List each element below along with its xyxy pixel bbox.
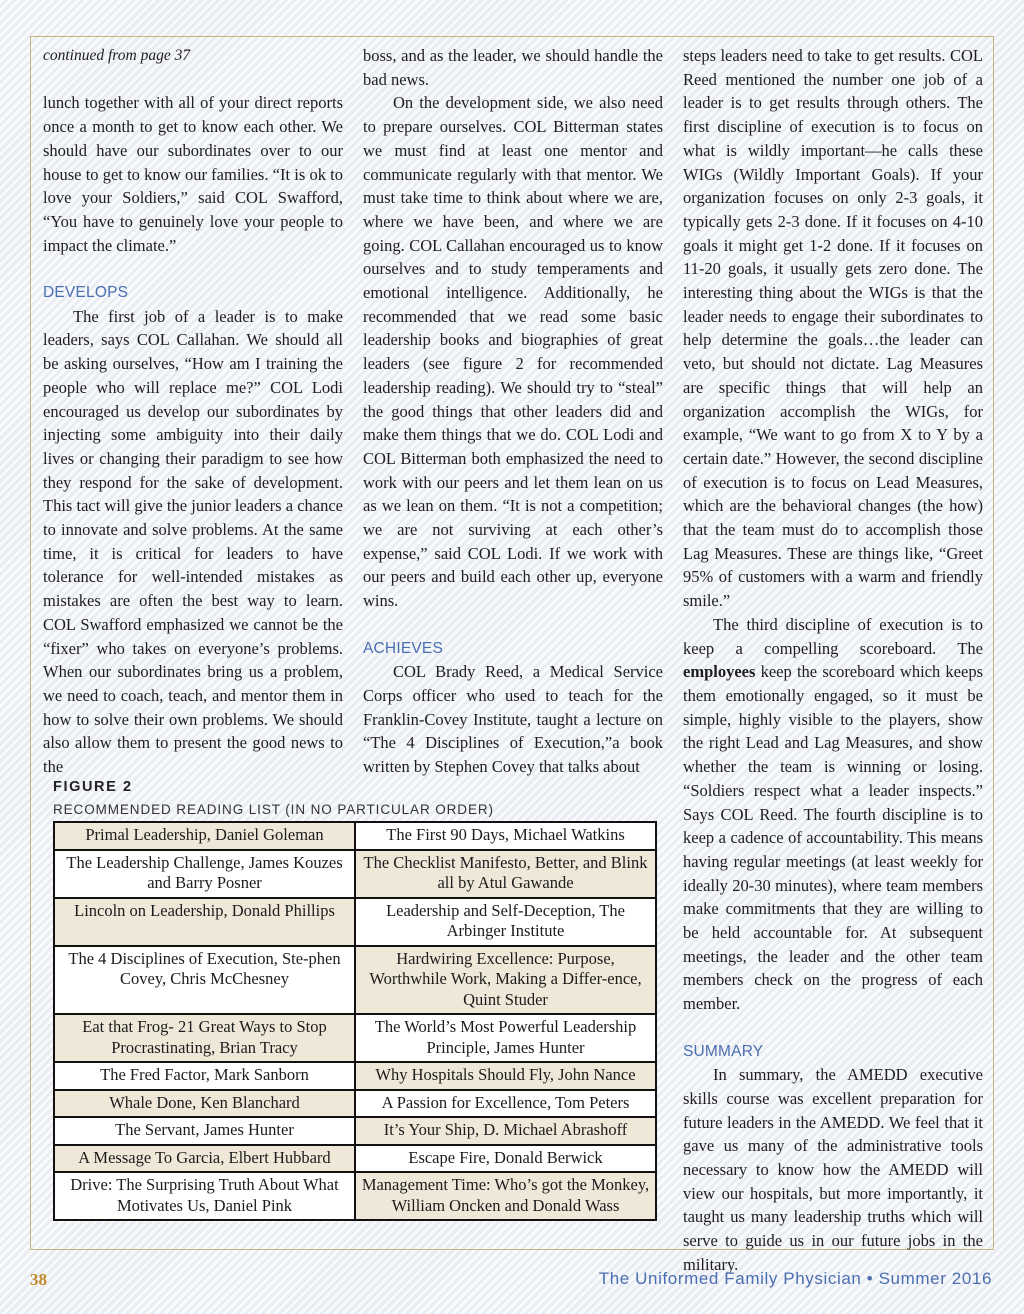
table-cell: A Passion for Excellence, Tom Peters (355, 1090, 656, 1118)
table-row (54, 1090, 656, 1118)
table-cell: Management Time: Who’s got the Monkey, William Oncken and Donald Wass (355, 1172, 656, 1220)
publication-footer: The Uniformed Family Physician • Summer 2016 (598, 1269, 992, 1288)
section-heading-achieves: ACHIEVES (363, 639, 443, 657)
paragraph (683, 613, 983, 1016)
text-run: keep the scoreboard which keeps them emotionally engaged, so it must be simple, highly visible to the players, show the right Lead and Lag Measures, and show whether the team is winning or losing. “Soldiers respect what a leader inspects.” Says COL Reed. The fourth discipline is to keep a cadence of accountability. This means having regular meetings (at least weekly for ideally 20-30 minutes), where team members make commitments that they are willing to be held accountable for. At subsequent meetings, the leader and the other team members check on the progress of each member. (683, 662, 983, 1014)
table-cell: Primal Leadership, Daniel Goleman (54, 822, 355, 850)
table-row (54, 822, 656, 850)
table-row (54, 946, 656, 1015)
paragraph: In summary, the AMEDD executive skills course was excellent preparation for future leaders in the AMEDD. We feel that it gave us many of the administrative tools necessary to know how the AMEDD will view our hospitals, but more importantly, it taught us many leadership truths which will serve to guide us in our future jobs in the military. (683, 1065, 983, 1274)
table-row (54, 1014, 656, 1062)
figure-label: FIGURE 2 (53, 779, 133, 795)
table-cell: The Servant, James Hunter (54, 1117, 355, 1145)
table-row (54, 1145, 656, 1173)
paragraph: steps leaders need to take to get results. COL Reed mentioned the number one job of a leader is to get results through others. The first discipline of execution is to focus on what is wildly important—he calls these WIGs (Wildly Important Goals). If your organization focuses on only 2-3 goals, it typically gets 2-3 done. If it focuses on 4-10 goals it might get 1-2 done. If it focuses on 11-20 goals, it usually gets zero done. The interesting thing about the WIGs is that the leader needs to engage their subordinates to help determine the goals…the leader can veto, but should not dictate. Lag Measures are specific things that will help an organization accomplish the WIGs, for example, “We want to go from X to Y by a certain date.” However, the second discipline of execution is to focus on Lead Measures, which are the behavioral changes (the how) that the team must do to accomplish those Lag Measures. These are things like, “Greet 95% of customers with a warm and friendly smile.” (683, 46, 983, 611)
section-heading-summary: SUMMARY (683, 1042, 764, 1060)
column-2 (363, 44, 663, 779)
table-row (54, 850, 656, 898)
text-run: The third discipline of execution is to keep a compelling scoreboard. The (683, 614, 983, 658)
table-cell: The Fred Factor, Mark Sanborn (54, 1062, 355, 1090)
continued-note: continued from page 37 (43, 47, 191, 64)
reading-list-table (53, 821, 657, 1221)
table-cell: Why Hospitals Should Fly, John Nance (355, 1062, 656, 1090)
table-cell: Lincoln on Leadership, Donald Phillips (54, 898, 355, 946)
table-row (54, 1062, 656, 1090)
paragraph: On the development side, we also need to prepare ourselves. COL Bitterman states we must find at least one mentor and communicate regularly with that mentor. We must take time to think about where we are, where we have been, and where we are going. COL Callahan encouraged us to know ourselves and to study temperaments and emotional intelligence. Additionally, he recommended that we read some basic leadership books and biographies of great leaders (see figure 2 for recommended leadership reading). We should try to “steal” the good things that other leaders did and make them things that we do. COL Lodi and COL Bitterman both emphasized the need to work with our peers and let them lean on us as we lean on them. “It is not a competition; we are not surviving at each other’s expense,” said COL Lodi. If we work with our peers and build each other up, everyone wins. (363, 93, 663, 611)
figure-caption: RECOMMENDED READING LIST (IN NO PARTICULAR ORDER) (53, 802, 494, 817)
table-cell: A Message To Garcia, Elbert Hubbard (54, 1145, 355, 1173)
paragraph: boss, and as the leader, we should handle the bad news. (363, 46, 663, 89)
table-cell: The 4 Disciplines of Execution, Ste-phen Covey, Chris McChesney (54, 946, 355, 1015)
table-cell: Eat that Frog- 21 Great Ways to Stop Procrastinating, Brian Tracy (54, 1014, 355, 1062)
table-cell: Drive: The Surprising Truth About What Motivates Us, Daniel Pink (54, 1172, 355, 1220)
table-row (54, 1117, 656, 1145)
table-cell: Hardwiring Excellence: Purpose, Worthwhile Work, Making a Differ-ence, Quint Studer (355, 946, 656, 1015)
column-3 (683, 44, 983, 1277)
table-cell: Escape Fire, Donald Berwick (355, 1145, 656, 1173)
paragraph: COL Brady Reed, a Medical Service Corps officer who used to teach for the Franklin-Covey Institute, taught a lecture on “The 4 Disciplines of Execution,”a book written by Stephen Covey that talks about (363, 662, 663, 777)
table-row (54, 1172, 656, 1220)
emphasis-text: employees (683, 662, 756, 682)
section-heading-develops: DEVELOPS (43, 284, 129, 301)
table-cell: Whale Done, Ken Blanchard (54, 1090, 355, 1118)
column-1 (43, 44, 343, 779)
table-cell: The Leadership Challenge, James Kouzes and Barry Posner (54, 850, 355, 898)
table-cell: It’s Your Ship, D. Michael Abrashoff (355, 1117, 656, 1145)
table-cell: The First 90 Days, Michael Watkins (355, 822, 656, 850)
table-row (54, 898, 656, 946)
figure-2 (53, 775, 657, 1221)
page-number: 38 (30, 1270, 47, 1289)
paragraph: lunch together with all of your direct reports once a month to get to know each other. We should have our subordinates over to our house to get to know our families. “It is ok to love your Soldiers,” said COL Swafford, “You have to genuinely love your people to impact the climate.” (43, 93, 343, 255)
paragraph: The first job of a leader is to make leaders, says COL Callahan. We should all be asking ourselves, “How am I training the people who will replace me?” COL Lodi encouraged us develop our subordinates by injecting some ambiguity into their daily lives or changing their paradigm to see how they respond for the sake of development. This tact will give the junior leaders a chance to innovate and solve problems. At the same time, it is critical for leaders to have tolerance for well-intended mistakes as mistakes are often the best way to learn. COL Swafford emphasized we cannot be the “fixer” who takes on everyone’s problems. When our subordinates bring us a problem, we need to coach, teach, and mentor them in how to solve their own problems. We should also allow them to present the good news to the (43, 306, 343, 777)
table-cell: The World’s Most Powerful Leadership Principle, James Hunter (355, 1014, 656, 1062)
table-cell: The Checklist Manifesto, Better, and Blink all by Atul Gawande (355, 850, 656, 898)
table-cell: Leadership and Self-Deception, The Arbinger Institute (355, 898, 656, 946)
